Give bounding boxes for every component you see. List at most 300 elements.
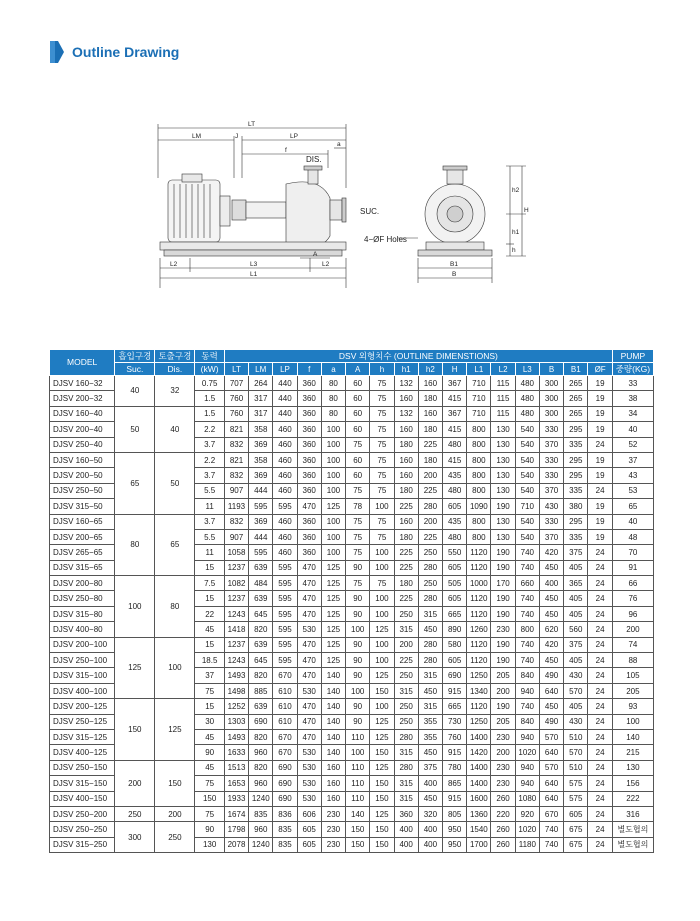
col-dim: f (297, 363, 321, 376)
cell-dim: 690 (273, 791, 297, 806)
cell-dim: 19 (588, 376, 612, 391)
cell-dim: 710 (467, 391, 491, 406)
cell-dim: 90 (346, 637, 370, 652)
cell-model: DJSV 250−50 (50, 483, 115, 498)
cell-dim: 470 (297, 560, 321, 575)
label-l3: L3 (250, 261, 258, 268)
cell-dim: 915 (443, 683, 467, 698)
table-row (50, 376, 654, 391)
cell-model: DJSV 250−200 (50, 806, 115, 821)
cell-model: DJSV 160−65 (50, 514, 115, 529)
cell-dim: 24 (588, 606, 612, 621)
cell-dim: 358 (249, 422, 273, 437)
cell-model: DJSV 315−80 (50, 606, 115, 621)
cell-dim: 90 (346, 699, 370, 714)
cell-dim: 885 (249, 683, 273, 698)
cell-weight: 33 (612, 376, 653, 391)
cell-dim: 380 (564, 499, 588, 514)
cell-dim: 610 (273, 683, 297, 698)
cell-dim: 470 (297, 653, 321, 668)
cell-dim: 100 (370, 560, 394, 575)
cell-dim: 960 (249, 822, 273, 837)
cell-dim: 1000 (467, 576, 491, 591)
cell-dim: 330 (539, 468, 563, 483)
cell-dim: 315 (418, 606, 442, 621)
cell-dim: 639 (249, 560, 273, 575)
label-h-total: H (524, 207, 529, 214)
cell-dim: 280 (418, 499, 442, 514)
cell-dim: 24 (588, 576, 612, 591)
cell-power: 45 (195, 760, 225, 775)
cell-power: 90 (195, 822, 225, 837)
cell-dim: 110 (346, 729, 370, 744)
cell-weight: 74 (612, 637, 653, 652)
cell-dim: 595 (273, 591, 297, 606)
cell-dim: 100 (321, 545, 345, 560)
cell-dim: 444 (249, 483, 273, 498)
cell-dim: 315 (394, 683, 418, 698)
cell-dim: 940 (515, 683, 539, 698)
cell-dim: 821 (224, 452, 248, 467)
cell-dim: 150 (346, 822, 370, 837)
label-a-upper: A (313, 251, 318, 258)
cell-dim: 1120 (467, 637, 491, 652)
cell-suc: 125 (115, 637, 155, 699)
cell-dim: 595 (273, 606, 297, 621)
cell-dim: 190 (491, 560, 515, 575)
cell-dim: 125 (370, 622, 394, 637)
cell-dim: 606 (297, 806, 321, 821)
table-body (50, 376, 654, 853)
cell-dim: 180 (418, 452, 442, 467)
cell-power: 15 (195, 591, 225, 606)
cell-dim: 19 (588, 422, 612, 437)
col-model: MODEL (50, 350, 115, 376)
cell-dim: 375 (564, 545, 588, 560)
cell-dim: 24 (588, 683, 612, 698)
cell-dim: 110 (346, 760, 370, 775)
cell-dim: 150 (346, 837, 370, 852)
cell-dim: 24 (588, 791, 612, 806)
cell-dim: 24 (588, 822, 612, 837)
cell-dim: 1674 (224, 806, 248, 821)
cell-dim: 580 (443, 637, 467, 652)
cell-dim: 190 (491, 699, 515, 714)
cell-dim: 230 (321, 837, 345, 852)
cell-dis: 50 (155, 452, 195, 514)
cell-dim: 1120 (467, 606, 491, 621)
cell-dim: 360 (297, 514, 321, 529)
cell-dim: 360 (297, 376, 321, 391)
cell-dim: 440 (273, 406, 297, 421)
label-lm: LM (192, 133, 202, 140)
cell-dim: 450 (539, 653, 563, 668)
cell-dim: 140 (321, 729, 345, 744)
cell-dim: 200 (418, 514, 442, 529)
cell-dim: 90 (346, 714, 370, 729)
cell-dim: 100 (370, 653, 394, 668)
cell-dim: 405 (564, 560, 588, 575)
cell-dim: 640 (539, 791, 563, 806)
cell-dim: 1120 (467, 560, 491, 575)
cell-dim: 100 (370, 591, 394, 606)
cell-dim: 315 (418, 699, 442, 714)
cell-dim: 480 (443, 483, 467, 498)
cell-weight: 43 (612, 468, 653, 483)
cell-dim: 400 (418, 837, 442, 852)
cell-dim: 470 (297, 499, 321, 514)
cell-dim: 190 (491, 499, 515, 514)
cell-dim: 490 (539, 668, 563, 683)
cell-dis: 100 (155, 637, 195, 699)
cell-dim: 1498 (224, 683, 248, 698)
cell-dim: 670 (273, 729, 297, 744)
cell-dim: 24 (588, 714, 612, 729)
cell-dim: 125 (321, 653, 345, 668)
cell-suc: 150 (115, 699, 155, 761)
cell-dim: 360 (297, 391, 321, 406)
label-f: f (285, 147, 287, 154)
cell-power: 75 (195, 776, 225, 791)
cell-dim: 540 (515, 529, 539, 544)
cell-model: DJSV 250−80 (50, 591, 115, 606)
cell-model: DJSV 250−250 (50, 822, 115, 837)
cell-dim: 820 (249, 729, 273, 744)
cell-weight: 215 (612, 745, 653, 760)
cell-dim: 780 (443, 760, 467, 775)
cell-dim: 369 (249, 514, 273, 529)
cell-dim: 510 (564, 729, 588, 744)
cell-dim: 225 (394, 560, 418, 575)
cell-dim: 950 (443, 837, 467, 852)
cell-dim: 670 (539, 806, 563, 821)
cell-suc: 40 (115, 376, 155, 407)
cell-weight: 70 (612, 545, 653, 560)
cell-dim: 360 (297, 422, 321, 437)
cell-model: DJSV 200−125 (50, 699, 115, 714)
cell-dim: 1058 (224, 545, 248, 560)
cell-dim: 405 (564, 699, 588, 714)
cell-dim: 480 (443, 529, 467, 544)
cell-dim: 415 (443, 452, 467, 467)
col-dim: B1 (564, 363, 588, 376)
cell-dim: 19 (588, 391, 612, 406)
cell-dim: 1240 (249, 837, 273, 852)
cell-dim: 190 (491, 637, 515, 652)
cell-dim: 190 (491, 606, 515, 621)
cell-dim: 24 (588, 668, 612, 683)
cell-dim: 570 (539, 760, 563, 775)
cell-dim: 570 (564, 683, 588, 698)
col-dim: h2 (418, 363, 442, 376)
cell-dim: 335 (564, 529, 588, 544)
cell-weight: 38 (612, 391, 653, 406)
cell-dim: 60 (346, 468, 370, 483)
cell-dim: 80 (321, 376, 345, 391)
cell-dim: 405 (564, 591, 588, 606)
cell-dim: 470 (297, 668, 321, 683)
col-power-ko: 동력 (195, 350, 225, 363)
cell-dim: 225 (394, 653, 418, 668)
cell-power: 75 (195, 683, 225, 698)
table-row (50, 637, 654, 652)
cell-dim: 760 (224, 391, 248, 406)
cell-dim: 400 (418, 822, 442, 837)
cell-dim: 570 (564, 745, 588, 760)
cell-dim: 420 (539, 637, 563, 652)
cell-dim: 430 (564, 668, 588, 683)
cell-weight: 40 (612, 514, 653, 529)
cell-dim: 907 (224, 529, 248, 544)
cell-power: 130 (195, 837, 225, 852)
cell-dim: 170 (491, 576, 515, 591)
cell-dim: 100 (321, 452, 345, 467)
cell-dim: 960 (249, 745, 273, 760)
cell-dim: 260 (491, 837, 515, 852)
cell-dim: 540 (515, 452, 539, 467)
cell-power: 15 (195, 560, 225, 575)
cell-dim: 60 (346, 391, 370, 406)
cell-dim: 595 (273, 653, 297, 668)
cell-dim: 140 (321, 714, 345, 729)
cell-model: DJSV 400−100 (50, 683, 115, 698)
cell-weight: 130 (612, 760, 653, 775)
cell-dim: 100 (370, 699, 394, 714)
cell-dim: 640 (539, 776, 563, 791)
cell-dim: 24 (588, 699, 612, 714)
label-l2-left: L2 (170, 261, 178, 268)
cell-dim: 800 (467, 529, 491, 544)
cell-dim: 480 (515, 376, 539, 391)
cell-dim: 75 (346, 545, 370, 560)
cell-power: 3.7 (195, 514, 225, 529)
cell-dim: 100 (346, 683, 370, 698)
col-pump-line2: 중량(KG) (612, 363, 653, 376)
cell-dim: 405 (564, 606, 588, 621)
cell-dim: 1237 (224, 591, 248, 606)
label-j: J (235, 133, 239, 140)
cell-dim: 230 (491, 729, 515, 744)
cell-power: 75 (195, 806, 225, 821)
cell-dim: 595 (249, 499, 273, 514)
cell-dim: 940 (515, 760, 539, 775)
cell-dim: 75 (346, 576, 370, 591)
cell-weight: 별도협의 (612, 837, 653, 852)
cell-dim: 550 (443, 545, 467, 560)
cell-dim: 190 (491, 545, 515, 560)
cell-dim: 740 (515, 591, 539, 606)
cell-dim: 335 (564, 437, 588, 452)
cell-dim: 1082 (224, 576, 248, 591)
cell-dim: 75 (346, 514, 370, 529)
cell-dim: 160 (394, 391, 418, 406)
cell-dim: 369 (249, 437, 273, 452)
cell-dim: 315 (394, 791, 418, 806)
cell-dim: 605 (443, 591, 467, 606)
cell-model: DJSV 200−32 (50, 391, 115, 406)
cell-dim: 610 (273, 714, 297, 729)
col-dim: ØF (588, 363, 612, 376)
cell-dim: 645 (249, 606, 273, 621)
cell-dim: 125 (321, 499, 345, 514)
cell-dim: 140 (321, 745, 345, 760)
cell-dim: 225 (394, 591, 418, 606)
cell-dim: 360 (297, 437, 321, 452)
col-dim: h1 (394, 363, 418, 376)
cell-weight: 156 (612, 776, 653, 791)
outline-dimensions-table (49, 349, 654, 853)
cell-dim: 430 (564, 714, 588, 729)
cell-model: DJSV 200−40 (50, 422, 115, 437)
cell-dim: 24 (588, 560, 612, 575)
cell-dim: 400 (394, 837, 418, 852)
cell-dim: 367 (443, 376, 467, 391)
cell-model: DJSV 200−100 (50, 637, 115, 652)
cell-dim: 435 (443, 514, 467, 529)
cell-dim: 19 (588, 499, 612, 514)
cell-dim: 820 (249, 622, 273, 637)
cell-power: 1.5 (195, 391, 225, 406)
cell-dim: 140 (346, 806, 370, 821)
cell-dim: 375 (418, 760, 442, 775)
cell-dim: 150 (370, 683, 394, 698)
cell-model: DJSV 160−50 (50, 452, 115, 467)
cell-dim: 75 (370, 452, 394, 467)
table-row (50, 822, 654, 837)
cell-dim: 575 (564, 791, 588, 806)
cell-dim: 605 (443, 560, 467, 575)
cell-dim: 360 (394, 806, 418, 821)
cell-dim: 75 (370, 391, 394, 406)
cell-dim: 225 (394, 545, 418, 560)
cell-dim: 60 (346, 452, 370, 467)
cell-dim: 230 (491, 776, 515, 791)
label-a: a (337, 141, 341, 148)
cell-dim: 800 (515, 622, 539, 637)
cell-suc: 50 (115, 406, 155, 452)
cell-dim: 80 (321, 391, 345, 406)
cell-dim: 690 (443, 668, 467, 683)
cell-dim: 832 (224, 514, 248, 529)
cell-dim: 530 (297, 683, 321, 698)
cell-weight: 76 (612, 591, 653, 606)
cell-dis: 125 (155, 699, 195, 761)
cell-dim: 450 (539, 699, 563, 714)
cell-dim: 330 (539, 514, 563, 529)
cell-dim: 150 (370, 776, 394, 791)
label-lp: LP (290, 133, 298, 140)
cell-dim: 595 (273, 576, 297, 591)
cell-dim: 460 (273, 545, 297, 560)
cell-dim: 130 (491, 529, 515, 544)
cell-dim: 575 (564, 776, 588, 791)
cell-model: DJSV 315−125 (50, 729, 115, 744)
cell-dim: 740 (515, 560, 539, 575)
cell-dim: 75 (370, 437, 394, 452)
cell-dim: 160 (321, 791, 345, 806)
cell-power: 1.5 (195, 406, 225, 421)
cell-dim: 915 (443, 791, 467, 806)
cell-dim: 740 (515, 637, 539, 652)
label-h1: h1 (512, 229, 520, 236)
cell-dim: 230 (491, 622, 515, 637)
cell-dim: 295 (564, 452, 588, 467)
cell-dim: 430 (539, 499, 563, 514)
cell-dim: 820 (249, 760, 273, 775)
cell-power: 0.75 (195, 376, 225, 391)
cell-dim: 690 (273, 760, 297, 775)
cell-dim: 180 (394, 483, 418, 498)
cell-dim: 460 (273, 483, 297, 498)
cell-dim: 100 (370, 637, 394, 652)
cell-dim: 369 (249, 468, 273, 483)
cell-dim: 840 (515, 668, 539, 683)
cell-dim: 836 (273, 806, 297, 821)
cell-dim: 1513 (224, 760, 248, 775)
cell-dim: 100 (321, 514, 345, 529)
cell-dim: 315 (418, 668, 442, 683)
cell-dim: 675 (564, 837, 588, 852)
cell-power: 15 (195, 637, 225, 652)
cell-dim: 24 (588, 483, 612, 498)
cell-dim: 450 (539, 560, 563, 575)
cell-dim: 75 (370, 376, 394, 391)
cell-dim: 360 (297, 545, 321, 560)
cell-dim: 260 (491, 822, 515, 837)
cell-dim: 800 (467, 452, 491, 467)
cell-dim: 280 (394, 729, 418, 744)
cell-dim: 1237 (224, 560, 248, 575)
cell-dim: 1243 (224, 653, 248, 668)
cell-dim: 265 (564, 376, 588, 391)
cell-dim: 295 (564, 468, 588, 483)
col-power: (kW) (195, 363, 225, 376)
cell-dim: 450 (539, 606, 563, 621)
cell-dim: 280 (418, 560, 442, 575)
cell-dim: 690 (273, 776, 297, 791)
cell-power: 18.5 (195, 653, 225, 668)
cell-dim: 480 (515, 391, 539, 406)
cell-dim: 540 (515, 514, 539, 529)
cell-dim: 640 (539, 683, 563, 698)
cell-power: 30 (195, 714, 225, 729)
cell-dim: 2078 (224, 837, 248, 852)
cell-weight: 34 (612, 406, 653, 421)
cell-dim: 595 (273, 560, 297, 575)
cell-dim: 125 (370, 760, 394, 775)
cell-dim: 835 (249, 806, 273, 821)
cell-dim: 832 (224, 437, 248, 452)
cell-dim: 450 (418, 683, 442, 698)
cell-dim: 264 (249, 376, 273, 391)
cell-weight: 100 (612, 714, 653, 729)
col-dims-title: DSV 외형치수 (OUTLINE DIMENSTIONS) (224, 350, 612, 363)
cell-dim: 355 (418, 729, 442, 744)
cell-dim: 595 (249, 545, 273, 560)
cell-dim: 890 (443, 622, 467, 637)
cell-weight: 48 (612, 529, 653, 544)
cell-dim: 100 (321, 529, 345, 544)
cell-dim: 24 (588, 776, 612, 791)
cell-dim: 490 (539, 714, 563, 729)
cell-power: 11 (195, 545, 225, 560)
cell-dim: 1250 (467, 714, 491, 729)
cell-dim: 460 (273, 422, 297, 437)
cell-dim: 80 (321, 406, 345, 421)
col-dim: h (370, 363, 394, 376)
cell-weight: 200 (612, 622, 653, 637)
cell-dim: 560 (564, 622, 588, 637)
